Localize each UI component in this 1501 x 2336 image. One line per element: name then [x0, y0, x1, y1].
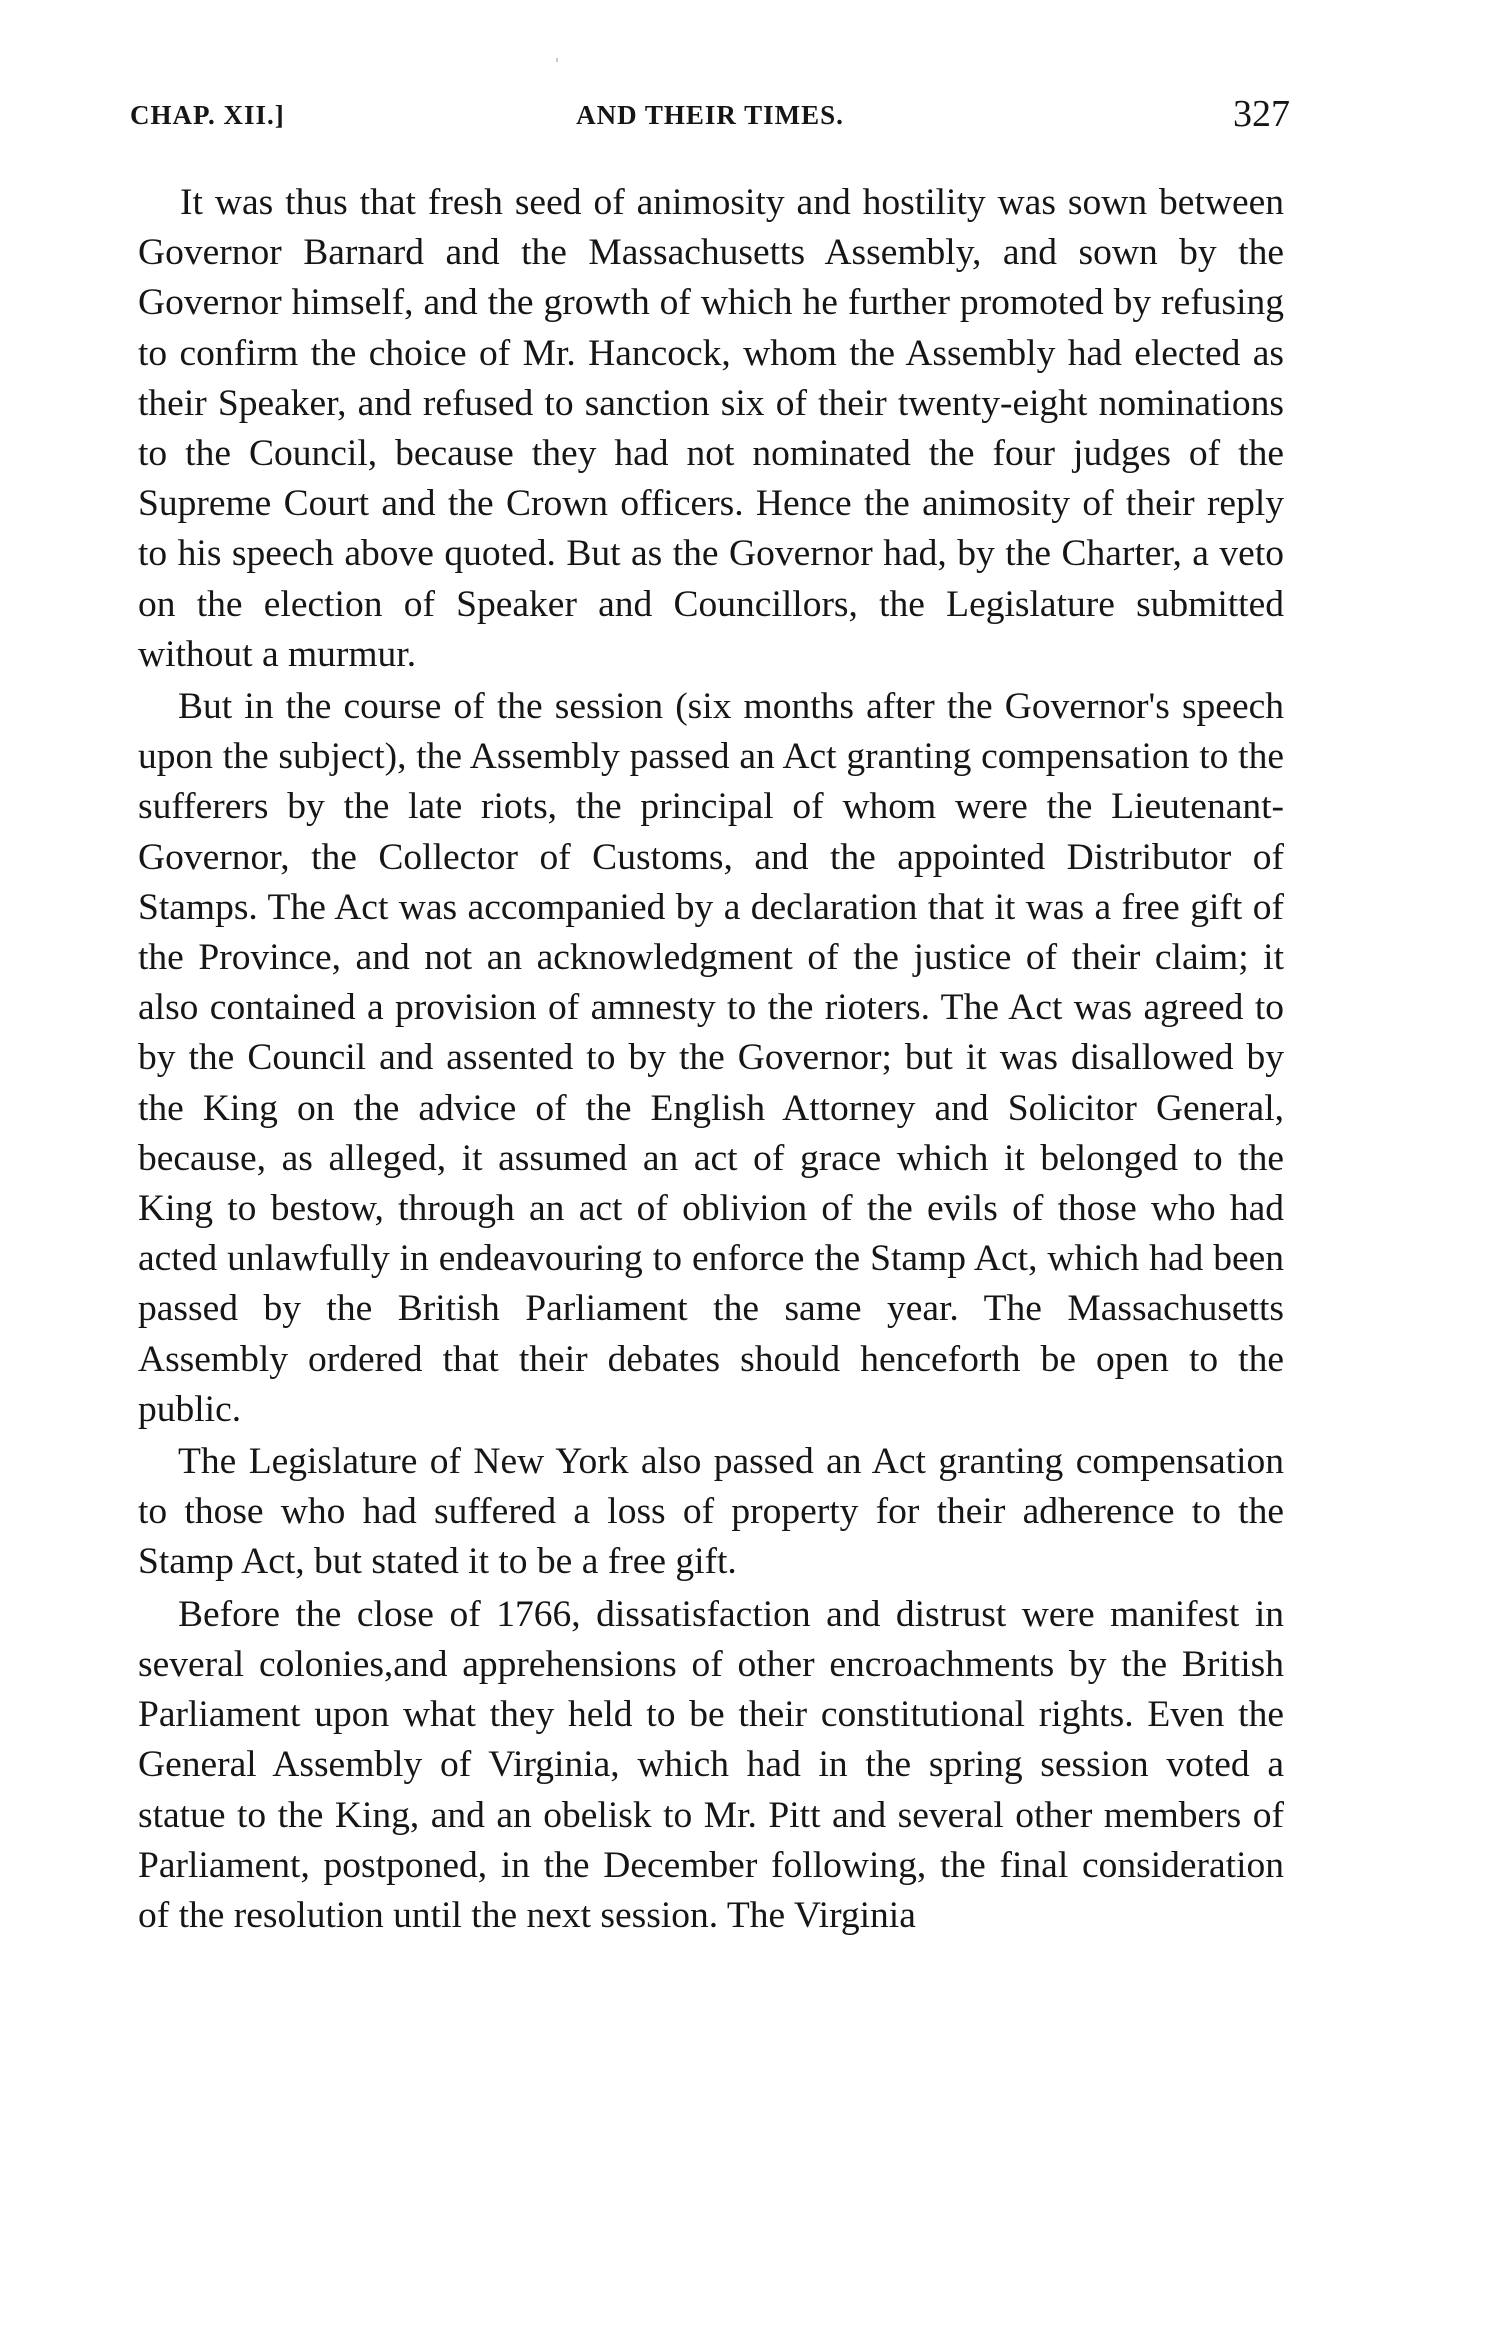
running-title: AND THEIR TIMES. [576, 100, 844, 130]
paragraph-1: It was thus that fresh seed of animosity and hostility was sown between Governor Barnard and the Massachusetts Assembly, and sown by the Governor himself, and the growth of which he further promoted by refusing to confirm the choice of Mr. Hancock, whom the Assembly had elected as their Speaker, and refused to sanction six of their twenty-eight nominations to the Council, because they had not nominated the four judges of the Supreme Court and the Crown officers. Hence the animosity of their reply to his speech above quoted. But as the Governor had, by the Charter, a veto on the election of Speaker and Councillors, the Legislature submitted without a murmur. [138, 182, 1284, 675]
paragraph-4: Before the close of 1766, dissatisfaction and distrust were manifest in several colonies,and apprehensions of other encroachments by the British Parliament upon what they held to be their constitutional rights. Even the General Assembly of Virginia, which had in the spring session voted a statue to the King, and an obelisk to Mr. Pitt and several other members of Parliament, postponed, in the December following, the final consideration of the resolution until the next session. The Virginia [138, 1593, 1284, 1936]
body-text [138, 178, 1284, 1941]
scan-mark [556, 58, 558, 62]
chapter-label: CHAP. XII.] [130, 100, 285, 130]
paragraph-3: The Legislature of New York also passed an Act granting compensation to those who had suffered a loss of property for their adherence to the Stamp Act, but stated it to be a free gift. [138, 1441, 1284, 1583]
page-header [130, 92, 1290, 136]
page-number: 327 [1233, 93, 1290, 135]
paragraph-2: But in the course of the session (six months after the Governor's speech upon the subject), the Assembly passed an Act granting compensation to the sufferers by the late riots, the principal of whom were the Lieutenant-Governor, the Collector of Customs, and the appointed Distributor of Stamps. The Act was accompanied by a declaration that it was a free gift of the Province, and not an acknowledgment of the justice of their claim; it also contained a provision of amnesty to the rioters. The Act was agreed to by the Council and assented to by the Governor; but it was disallowed by the King on the advice of the English Attorney and Solicitor General, because, as alleged, it assumed an act of grace which it belonged to the King to bestow, through an act of oblivion of the evils of those who had acted unlawfully in endeavouring to enforce the Stamp Act, which had been passed by the British Parliament the same year. The Massachusetts Assembly ordered that their debates should henceforth be open to the public. [138, 686, 1284, 1430]
